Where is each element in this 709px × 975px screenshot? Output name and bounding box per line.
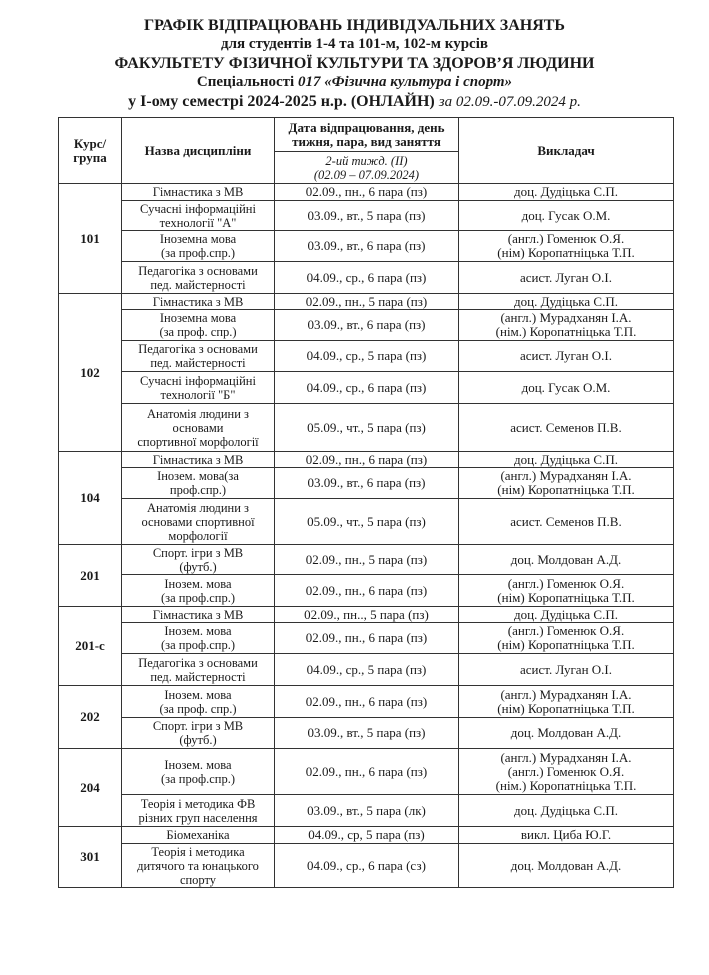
document-header (0, 16, 709, 112)
discipline-cell: Інозем. мова(за проф.спр.) (122, 468, 275, 499)
discipline-cell: Іноземна мова (за проф. спр.) (122, 310, 275, 341)
table-row (59, 468, 674, 499)
table-row (59, 575, 674, 607)
teacher-cell: доц. Молдован А.Д. (459, 844, 674, 888)
discipline-cell: Інозем. мова (за проф. спр.) (122, 686, 275, 718)
discipline-cell: Теорія і методика дитячого та юнацького спорту (122, 844, 275, 888)
group-cell: 204 (59, 749, 122, 827)
subtitle-students: для студентів 1-4 та 101-м, 102-м курсів (221, 36, 488, 52)
discipline-cell: Біомеханіка (122, 827, 275, 844)
group-cell: 201 (59, 545, 122, 607)
teacher-cell: (англ.) Мурадханян І.А. (нім.) Коропатніцька Т.П. (459, 310, 674, 341)
discipline-cell: Педагогіка з основами пед. майстерності (122, 654, 275, 686)
table-row (59, 795, 674, 827)
schedule-body (59, 184, 674, 888)
group-cell: 104 (59, 452, 122, 545)
discipline-cell: Теорія і методика ФВ різних груп населення (122, 795, 275, 827)
date-cell: 02.09., пн., 6 пара (пз) (275, 749, 459, 795)
schedule-table (58, 117, 674, 888)
discipline-cell: Сучасні інформаційні технології "А" (122, 201, 275, 231)
table-row (59, 607, 674, 623)
discipline-cell: Гімнастика з МВ (122, 294, 275, 310)
teacher-cell: асист. Луган О.І. (459, 341, 674, 372)
discipline-cell: Спорт. ігри з МВ (футб.) (122, 545, 275, 575)
table-row (59, 654, 674, 686)
period-text: за 02.09.-07.09.2024 р. (438, 94, 581, 110)
teacher-cell: доц. Дудіцька С.П. (459, 607, 674, 623)
group-cell: 101 (59, 184, 122, 294)
header-date: Дата відпрацювання, день тижня, пара, вид заняття (275, 118, 459, 152)
teacher-cell: асист. Луган О.І. (459, 654, 674, 686)
table-row (59, 372, 674, 404)
table-row (59, 404, 674, 452)
table-row (59, 686, 674, 718)
table-row (59, 201, 674, 231)
group-cell: 301 (59, 827, 122, 888)
date-cell: 04.09., ср., 6 пара (пз) (275, 262, 459, 294)
teacher-cell: доц. Дудіцька С.П. (459, 294, 674, 310)
discipline-cell: Гімнастика з МВ (122, 452, 275, 468)
date-cell: 04.09., ср., 5 пара (пз) (275, 341, 459, 372)
discipline-cell: Гімнастика з МВ (122, 607, 275, 623)
semester-line (0, 92, 709, 112)
table-row (59, 749, 674, 795)
discipline-cell: Гімнастика з МВ (122, 184, 275, 201)
teacher-cell: (англ.) Гоменюк О.Я. (нім) Коропатніцька Т.П. (459, 231, 674, 262)
date-cell: 04.09., ср, 5 пара (пз) (275, 827, 459, 844)
discipline-cell: Педагогіка з основами пед. майстерності (122, 262, 275, 294)
teacher-cell: доц. Гусак О.М. (459, 201, 674, 231)
specialty-prefix: Спеціальності (196, 74, 295, 90)
teacher-cell: доц. Молдован А.Д. (459, 545, 674, 575)
date-cell: 03.09., вт., 6 пара (пз) (275, 310, 459, 341)
header-week (275, 152, 459, 184)
header-teacher: Викладач (459, 118, 674, 184)
week-label: 2-ий тижд. (ІІ) (325, 153, 408, 168)
date-cell: 05.09., чт., 5 пара (пз) (275, 404, 459, 452)
group-cell: 102 (59, 294, 122, 452)
group-cell: 202 (59, 686, 122, 749)
discipline-cell: Інозем. мова (за проф.спр.) (122, 749, 275, 795)
discipline-cell: Анатомія людини з основами спортивної морфології (122, 499, 275, 545)
date-cell: 04.09., ср., 5 пара (пз) (275, 654, 459, 686)
table-row (59, 545, 674, 575)
table-row (59, 623, 674, 654)
table-row (59, 294, 674, 310)
date-cell: 02.09., пн., 6 пара (пз) (275, 623, 459, 654)
teacher-cell: доц. Дудіцька С.П. (459, 184, 674, 201)
discipline-cell: Іноземна мова (за проф.спр.) (122, 231, 275, 262)
week-range: (02.09 – 07.09.2024) (313, 167, 420, 182)
date-cell: 02.09., пн., 5 пара (пз) (275, 545, 459, 575)
specialty-line (0, 73, 709, 92)
table-row (59, 718, 674, 749)
date-cell: 05.09., чт., 5 пара (пз) (275, 499, 459, 545)
teacher-cell: (англ.) Мурадханян І.А. (англ.) Гоменюк О.Я. (нім.) Коропатніцька Т.П. (459, 749, 674, 795)
discipline-cell: Педагогіка з основами пед. майстерності (122, 341, 275, 372)
teacher-cell: викл. Циба Ю.Г. (459, 827, 674, 844)
teacher-cell: асист. Семенов П.В. (459, 404, 674, 452)
specialty-name: 017 «Фізична культура і спорт» (297, 74, 513, 90)
discipline-cell: Інозем. мова (за проф.спр.) (122, 623, 275, 654)
table-row (59, 341, 674, 372)
date-cell: 04.09., ср., 6 пара (сз) (275, 844, 459, 888)
date-cell: 03.09., вт., 6 пара (пз) (275, 231, 459, 262)
table-row (59, 452, 674, 468)
semester-text: у І-ому семестрі 2024-2025 н.р. (ОНЛАЙН) (128, 93, 435, 110)
date-cell: 03.09., вт., 6 пара (пз) (275, 468, 459, 499)
date-cell: 04.09., ср., 6 пара (пз) (275, 372, 459, 404)
table-row (59, 499, 674, 545)
table-row (59, 262, 674, 294)
title: ГРАФІК ВІДПРАЦЮВАНЬ ІНДИВІДУАЛЬНИХ ЗАНЯТЬ (143, 17, 566, 34)
teacher-cell: доц. Молдован А.Д. (459, 718, 674, 749)
date-cell: 02.09., пн., 6 пара (пз) (275, 452, 459, 468)
table-row (59, 844, 674, 888)
date-cell: 03.09., вт., 5 пара (пз) (275, 201, 459, 231)
group-cell: 201-с (59, 607, 122, 686)
teacher-cell: доц. Гусак О.М. (459, 372, 674, 404)
teacher-cell: асист. Луган О.І. (459, 262, 674, 294)
header-group: Курс/ група (59, 118, 122, 184)
date-cell: 03.09., вт., 5 пара (лк) (275, 795, 459, 827)
teacher-cell: доц. Дудіцька С.П. (459, 795, 674, 827)
teacher-cell: доц. Дудіцька С.П. (459, 452, 674, 468)
teacher-cell: асист. Семенов П.В. (459, 499, 674, 545)
teacher-cell: (англ.) Мурадханян І.А. (нім) Коропатніцька Т.П. (459, 686, 674, 718)
discipline-cell: Анатомія людини з основами спортивної морфології (122, 404, 275, 452)
date-cell: 02.09., пн., 6 пара (пз) (275, 575, 459, 607)
table-row (59, 231, 674, 262)
date-cell: 02.09., пн.., 5 пара (пз) (275, 607, 459, 623)
faculty-name: ФАКУЛЬТЕТУ ФІЗИЧНОЇ КУЛЬТУРИ ТА ЗДОРОВ’Я ЛЮДИНИ (114, 55, 595, 72)
teacher-cell: (англ.) Мурадханян І.А. (нім) Коропатніцька Т.П. (459, 468, 674, 499)
discipline-cell: Сучасні інформаційні технології "Б" (122, 372, 275, 404)
table-row (59, 827, 674, 844)
date-cell: 02.09., пн., 6 пара (пз) (275, 686, 459, 718)
table-row (59, 310, 674, 341)
discipline-cell: Інозем. мова (за проф.спр.) (122, 575, 275, 607)
table-row (59, 184, 674, 201)
date-cell: 02.09., пн., 5 пара (пз) (275, 294, 459, 310)
teacher-cell: (англ.) Гоменюк О.Я. (нім) Коропатніцька Т.П. (459, 575, 674, 607)
teacher-cell: (англ.) Гоменюк О.Я. (нім) Коропатніцька Т.П. (459, 623, 674, 654)
header-discipline: Назва дисципліни (122, 118, 275, 184)
date-cell: 03.09., вт., 5 пара (пз) (275, 718, 459, 749)
date-cell: 02.09., пн., 6 пара (пз) (275, 184, 459, 201)
discipline-cell: Спорт. ігри з МВ (футб.) (122, 718, 275, 749)
